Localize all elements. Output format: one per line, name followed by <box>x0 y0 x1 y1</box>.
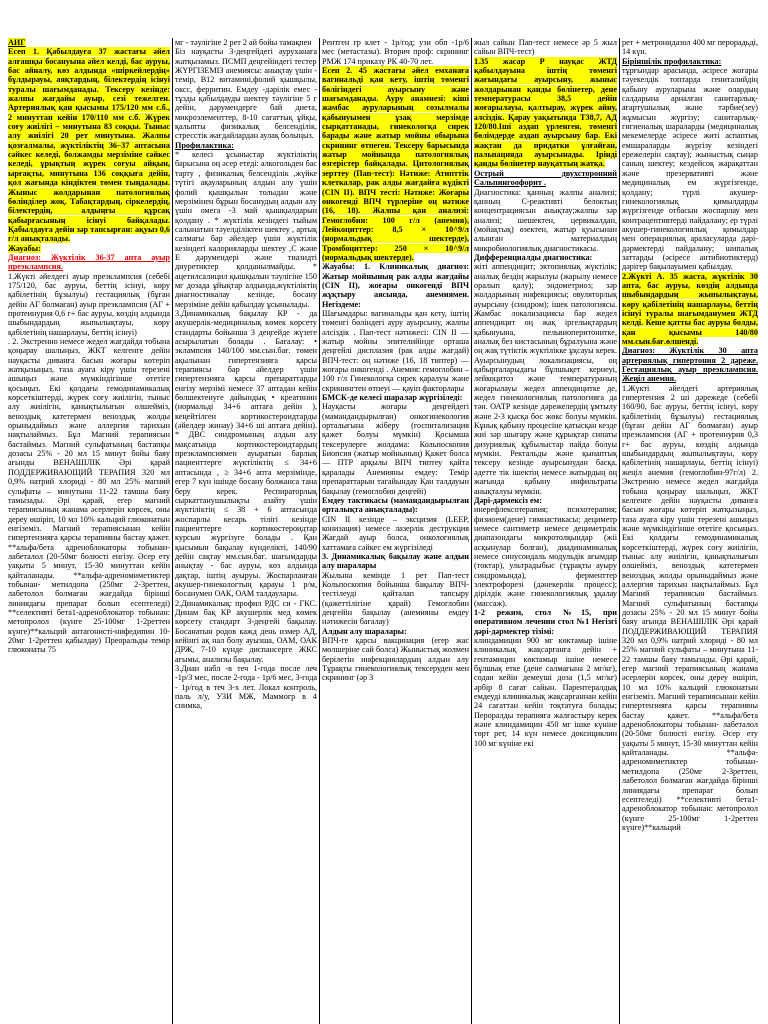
text-block: ЖҮРГІЗЕМІЗ анемиясы: анықтау үшін - темір, В12 витамині,фолий қышқылы, оксс, ферритин. Емдеу -дәрілік емес - тұзды қабылдауды шектеу тәулігіне 5 г дейін, дәрумендерге бай диета, микроэлементтер, 8-10 сағаттық ұйқы, қалыпты физикалық белсенділік, стресстік жағдайлардан аулақ болыңыз. <box>175 66 317 141</box>
text-block: * келесі ұсыныстар жүктіліктің барысына оң әсер етеді: алкогольден бас тарту , физикалық белсенділік ,жүйке түтігі ақауларының алдын алу үшін фолий қышқылын толыдан және мерзімінен бұрын босанудың алдын алу үшін омега -3 май қышқылдарын қолдану . * жүктілік кезіндегі тыйым салынатын тәуелділіктен шектеу , артық салмағы бар әйелдер үшін жүктілік кезіндегі калорияларды шектеу ,С және Е дәрумендері және тиазидті диуретиктер қолданылмайды. * ацетилсалицил қышқылын тәулігіне 150 мг дозада ұйықтар алдында,жүктіліктің диагностикалау кезінде, босану мерзіміне дейін қабылдау ұсынылады. <box>175 150 317 309</box>
text-block: жыл сайын Пап-тест немесе әр 5 жыл сайын ВПЧ-тест) <box>474 38 617 57</box>
text-block: 1-2 режим, стол №15, при оперативном лечении стол №1 Негізгі дәрі-дәрмектер тізімі: <box>474 607 617 636</box>
text-block: инерефлексотерапия; психотерапия; физиоем(дене) гимнастикасы; дециметр немесе сантиметр немесе дециметрлік диапазондағы микротолқындар (жіі асқынулар болған), диадинамикалық немесе синусоидаль модульдік ағымдар (токтар), ультрадыбыс (тұрақты ауыру синдромында), ферменттер электрофорезі (дәнекерлік процесс); дірілдік және гинекологиялық ұқалау (массаж). <box>474 505 617 608</box>
text-block: 3. Динамикалық бақылау және алдын алу шаралары <box>322 551 469 571</box>
text-block: Емдеу тактикасы (мамандандырылған орталықта анықталады): <box>322 495 469 515</box>
text-block: Шағымдары: вагинальды қан кету, іштің төменгі бөліндегі ауру ауырсыну, жалпы әлсіздік . Пап-тест нәтижесі: CIN II — жатыр мойны эпителийінде орташа деңгейлі дисплазия (рак алды жағдай) ВПЧ-тест: оң нәтиже (16, 18 типтер) — жоғары онкогенді . Анемия: гемоглобин – 100 г/л Гинекологқа сирек қаралуы және скринингтен өтпеуі — қауіп факторлары <box>322 308 469 393</box>
text-column-4 <box>472 38 620 1024</box>
text-column-3 <box>320 38 472 1024</box>
text-block: Алдын алу шаралары: <box>322 626 407 636</box>
text-block: Острый двухсторонний Сальпингоофорит . <box>474 168 617 188</box>
text-block: 1.35 жасар Р науқас ЖТД қабылдауына іштің төменгі жағындағы ауырсыну, жыныс жолдарынан қанды бөлінетер, дене температурасы 38,5 дейін жоғарылауы, қалтырау, жүрек айну, әлсіздік. Қарау уақытында Т38,7, АД 120/80.Іші аздап үрленген, төменгі бөлімдерде аздап ауырсыну бар. Екі жақтан да придатки ұлғайған, пальпацияда ауырсынады. Ірінді қанды бөлінетер науқаттың жатқа. <box>474 56 617 169</box>
text-block: Дәрі-дәрмексіз ем: <box>474 495 542 505</box>
text-block: тұрғындар арасында, әсіресе жоғары тәуекелдік топтарда гениталийдің қабыну ауруларына және олардың салдарына арналған санитарлық-ағартушылық және тәрбие(зеу) жұмысын жүргізу; санитарлық-гигиеналық шараларды (медициналық мекемелерде әсіресе житі аспаптық емшараларды жүргізу кезіндегі ережелерін сақтау); жыныстық сыңар саның шектеу; кездейсоқ жарақаттан және презервативті және медициналық ем жүргізгенде, қолдану; түрлі акушер-гинекологиялық қимылдарды жүргізгенде отбасын жоспарлау мен контрацептивтерді пайдалану; ер түрлі акушер-гинекологиялық қимылдар мен операциялық араласуларда дәрі-дәрмектерді пайдалану; шипалық заттарды (әсіресе антибиотиктерд) дәрігер бақылауымен қабылдау. <box>622 66 758 272</box>
text-column-2 <box>173 38 320 1024</box>
text-block: жіті аппендицит; эктопиялық жүктілік; аналық бездің жарылуы (жарылу немесе оралып қалу); эндометриоз; зәр жолдарының инфекциясы; овуляторлық ауырсыну (синдром); ішек патологиясы. Жамбас локализациясы бар жедел аппендицит оң жақ іргелықтардың қабынуына, пельвиоперитонитке, аналық без кистасының бұралуына және оң жақ түтіктік жүктілікке ұқсауы керек. Ауырсынудың локализациясы, оң қабырғаларыдағы бұлшықет кернеуі, лейкоцитоз және температураның жоғарылауы жедел аппендицитке де, жедел гинекологиялық патологияға да тән. ОАТР кезінде дәрежелердің ұмтылу және 2-3 қысқа бос жөкс болуы мүмкін. Кұнық қабыну процесіне қатысқан кезде жиі зәр шығару және құрықтар сипаты дизуриялық құбылыстар пайда болуы мүмкін. Ректальды және қынаптық тексеру кезінде ауырсынудан басқа, әдетте тік ішектің немесе жатырдың оң жағында қабыну инфильтраты анықталуы мүмкін. <box>474 262 617 496</box>
text-block: Диагноз: Жүктілік 36-37 апта ауыр преэклампсия. <box>8 252 170 272</box>
text-block: Рентген гр клет - 1р/год; узи обп -1р/6 мес (метастазы). Вторич проф: скрининг РМЖ 174 приказу РК 40-70 лет. <box>322 38 469 66</box>
text-block: 3.Динамикалық бақылау КР - да акушерлік-медициналық көмек көрсету стандарты бойынша 3 деңгейде жүзеге асырылатын болады . Бағалау: • эклампсия 140/100 мм.сын.бағ. төмен ақылынан гипертензияға қарсы терапиясы бар әйелдер үшін гипертензияға қарсы препараттарды енгізу мерзімі немесе 37 аптадан кейін бөлшектенуге дайындық • креатинин (нормальді 34+6 аптаға дейін ), кеңейтілген кортикостероидтарды (әйелдер жинау) 34+6 ші аптаға дейін). * ДВС синдромының алдын алу мақсатында кортикостероидтардың преэклампсиямен ауыратын барлық пациенттерге жүктіліктің ≤ 34+6 аптасында , ≥ 34+6 апта мерзімінде, егер 7 күн ішінде босану болжанса тана беру керек. Респираторлық сыркаттанушылықты азайту үшін жүктіліктің ≤ 38 + 6 аптасында жоспарлы кесарь тілігі кезінде пациенттерге кортикостероидтар курсын жүргізуге болады . Қан қысымын бақылау күнделікті, 140/90 дейін сақтау мм.сын.бағ. шағымдарды анықтау - бас ауруы, көз алдында дақтар, іштің ауыруы. Жоспарланған акушер-гинекологтың қарауы 1 р/м, босанумен ОАК, ОАМ талдаулары. <box>175 308 317 599</box>
text-block: Диагностика: қанның жалпы анализі; қанның С-реактивті белоктың концентрациясын анықтау;жалпы зәр анализі; шешектен, цервикалдан, (мойақтық) өзектен, жатыр қуысынан алынған материалдың микробиологиялық диагностикасы. <box>474 187 617 253</box>
text-block: Біріншілік профилактика: <box>622 56 722 66</box>
text-block: Жауабы: <box>8 243 41 253</box>
text-block: Жылына кемінде 1 рет Пап-тест Кольпоскопия бойынша бақылау ВПЧ-тестілеуді қайталап тапсыру (қажеттілігіне қарай) Гемоглобин деңгейін бақылау (анемияны емдеу нәтижесін бағалау) <box>322 570 469 627</box>
text-block: Дифференциалды диагностика: <box>474 252 593 262</box>
text-block: клиндамицин 900 мг көктамыр ішіне клиникалық жақсарғанға дейін + гентамицин көктамыр ішіне немесе бұлшық етке (дене салмағына 2 мг/кг), содан кейін демеуші доза (1,5 мг/кг) әрбір 8 сағат сайын. Парентералдық емдеуді клиникалық жақсарғаннан кейін 24 сағаттан кейін тоқтатуға болады; Пероралды терапияға жалғастыру керек және клиндамицин 450 мг ішке күніне төрт рет, 14 күн немесе доксициклин 100 мг күніне екі <box>474 636 617 748</box>
text-block: Біз науқасты 3-деңгейдегі ауруханаға жатқызамыз. ПСМП деңгейіндегі тестер <box>175 47 317 66</box>
text-block: Диагноз: Жүктілік 30 апта артериялық гипертония 2 дәреже. Гестациялық ауыр преэклампсия. Жеңіл анемия. <box>622 346 758 384</box>
text-block: Есеп 1. Қабылдауға 37 жастағы әйел алғашқы босануына әйел келді, бас ауруы, бас айналу, көз алдында «шіркейлердің» бұлдырауы, аяқтардың, білектердің ісінуі туралы шағымданады. Тексеру кезінде: жалпы жағдайы ауыр, сезі тежелген. Артериялық қан қысымы 175/120 мм с.б., 2 минуттан кейін 170/110 мм с.б. Жүрек соғу жиілігі – минутына 83 соққы. Тыныс алу жиілігі 20 рет минутына. Жалпы қозғалмалы, жүктіліктің 36–37 аптасына сәйкес келеді, болжамды мерзіміне сәйкес келеді, ұрықтың жүрек соғуы айқын, ырғақты, минутына 136 соққыға дейін, қол жағында кіндіктен төмен тыңдалады. Жыныс жолдарынан патологиялық бөлінділер жоқ. Табақтардың, сіркелердің, білектердің, алдыңғы құрсақ қабырғасының ісінуі байқалады. Қабылдауға дейін зәр тапсырған: ақуыз 0,6 г/л анықталады. <box>8 47 170 244</box>
text-block: БМСК-де келесі шаралар жүргізіледі: <box>322 393 463 403</box>
text-block: 1.Жүкті әйелдегі артериялық гипертензия 2 ші дәрежеде (себебі 160/90, бас ауруы, беттің ісінуі, көру қабілетінің бұзылуы) гестациялық (бұған дейін АГ болмаған) ауыр преэклампсия (АГ + протеинурия 0,3 г+ бас ауруы, көздің алдында шыбындардың жыпылықтауы, көру қабілетінің нашарлауы, беттің ісінуі) жеңіл анемия (гемоглобин-97г/л) 2. Экстренно немесе жедел жағдайда тобына қоңырау шалыңыз, ЖКТ келгенге дейін науқасты диванға басын жоғары көтеріп жатқызыңыз, таза ауаға кіру үшін терезені ашыңыз және мүмкіндігінше өтетіге қосыңыз. Екі қолдағы гемодинамикалық көрсеткіштерді, жүрек соғу жиілігін, тыныс алу жиілігін, қанықтылығын өлшейміз, веноздық катетермен веноздық жолды орыныдаймыз және аллергия тарихын нақтылаймыз. Бұл Магний терапиясын бастаймыз. Магний сульфатының бастапқы дозасы 25% - 20 мл 15 минут бойы баяу ағында ВЕНАШІЛІК Әрі қарай ПОДДЕРЖИВАЮЩИЙ ТЕРАПИЯ 320 мл 0,9% натрий хлориді - 80 мл 25% магний сульфаты – минутына 11-22 тамшы баяу тамызады. Әрі қарай, егер магний терапиясының жанама әсерлерін көрсек, оны дереу өшіріп, 10 мл 10% кальций глюконатын енгіземіз. Магний терапиясынан кейін гипертензияға қарсы терапияны бастау қажет. **альфа/бета адреноблокаторы тобынан- лабеталол (20-50мг болюсті енгізу. Әсер ету уақыты 5 минут, 15-30 минуттан кейін қайталанады. **альфа-адреномиметиктер тобынан-метилдопа (250мг 2-3реттен, лабетолол болмаған жағдайда бірінші линиядағы препарат болып есептеледі) **селективті бета1-адреноблокатор тобынан: метопролол (күнге 25-100мг 1-2реттен күнге)**кальций <box>622 383 758 832</box>
text-block: рет + метронидазол 400 мг перорадьді, 14 күн. <box>622 38 758 57</box>
text-block: ВПЧ-ге қарсы вакцинация (егер жас мөлшеріне сай болса) Жыныстық жолмен берілетін инфекциялардың алдын алу Тұрақты гинекологиялық тексеруден мен скрининг (әр 3 <box>322 636 469 683</box>
text-block: CIN II кезінде – эксцизия (LEEP, конизация) немесе лазерлік деструкция Жағдай ауыр болса, онкологиялық хаттамаға сәйкес ем жүргізіледі <box>322 514 469 552</box>
text-column-5 <box>620 38 760 1024</box>
text-block: АИГ <box>8 38 26 47</box>
text-block: Есеп 2. 45 жастағы әйел емханаға вагинальді қан кету, іштің төменгі бөлігіндегі ауырсыну және шағымданады. Ауру анамнезі: кіші жамбас ауруларының созылмалы қабынуымен ұзақ мерзімде сырқаттанады, гинекологқа сирек барады және жатыр мойны обырына скрининг өтпеген. Тексеру барысында жатыр мойнында патологиялық өзгерістер байқалады. Цитологиялық зерттеу (Пап-тест): Нәтиже: Атипттік клеткалар, рак алды жағдайға күдікті (CIN II). ВПЧ тесті: Нәтиже: Жоғары онкогенді ВПЧ түрлеріне оң нәтиже (16, 18). Жалпы қан анализі: Гемоглобин: 100 г/л (анемия), Лейкоциттер: 8,5 × 10^9/л (нормальдық шектерде), Тромбоциттер: 250 × 10^9/л (нормальдық шектерде). <box>322 66 469 262</box>
text-block: Профилактика: <box>175 140 234 150</box>
text-block: 2.Динамикалық: профил РДС си - ГКС. Динам бақ КР акушерлік мед көмек көрсету стандарт 3-деңгейі бақылау. Босанатын родов кажд день измер АД, кейінгі ақ нал болу ауызша, ОАМ, ОАК ДРЖ, 7-10 күнде диспансерге ЖКС ағымы, анализы бақылау. <box>175 598 317 664</box>
text-block: мг - тәулігіне 2 рет 2 ай бойы тамақпен <box>175 38 312 47</box>
text-block: Жауабы: 1. Клиникалық диагноз: Жатыр мойнының рак алды жағдайы (CIN II), жоғары онкогенді ВПЧ жұқтыру аясында, анемиямен. Негіздеме: <box>322 262 469 309</box>
text-block: Науқасты жоғары деңгейдегі (мамандандырылған) онкогинекология орталығына жіберу (госпитализация қажет болуы мүмкін) Қосымша тексерулерге жолдама: Кольпоскопия Биопсия (жатыр мойнының) Қажет болса — ПТР арқылы ВПЧ типтеу қайта қаралады Анемияны емдеу: Темір препараттарын тағайындау Қан талдауын бақылау (гемоглобин деңгейі) <box>322 402 469 496</box>
text-column-1 <box>6 38 173 1024</box>
text-block: 3.Диан набл -в теч 1-года после леч -1р/3 мес, после 2-года - 1р/6 мес, 3-года - 1р/год в теч 3-х лет. Локал контроль, паль л/у, УЗИ МЖ, Маммогр в 4 снимка, <box>175 664 317 711</box>
text-block: 2.Жүкті А. 35 жаста, жүктілік 30 апта, бас ауруы, көздің алдында шыбындардың жыпылықтауы, көру қабілетінің нашарлауы, беттің ісінуі туралы шағымданумен ЖТД келді. Кеше қатты бас ауруы болды, қан қысымы 140/80 мм.сын.бағ.өлшенді. <box>622 271 758 346</box>
text-block: . 2. Экстренно немесе жедел жағдайда тобына қоңырау шалыңыз, ЖКТ келгенге дейін науқасты диванға басын жоғары көтеріп жатқызыңыз, таза ауаға кіру үшін терезені ашыңыз және мүмкіндігінше өтетіге қосыңыз. Екі қолдағы гемодинамикалық көрсеткіштерді, жүрек соғу жиілігін, тыныс алу жиілігін, қанықтылығын өлшейміз, веноздық катетермен веноздық жолды орыныдаймыз және аллергия тарихын нақтылаймыз. Бұл Магний терапиясын бастаймыз. Магний сульфатының бастапқы дозасы 25% - 20 мл 15 минут бойы баяу ағынды ВЕНАШІЛІК Әрі қарай ПОДДЕРЖИВАЮЩИЙ ТЕРАПИЯ 320 мл 0,9% натрий хлориді - 80 мл 25% магний сульфаты – минутына 11-22 тамшы баяу тамызады. Әрі қарай, егер магний терапиясының жанама әсерлерін көрсек, оны дереу өшіріп, 10 мл 10% кальций глюконатын енгіземіз. Магний терапиясынан кейін гипертензияға қарсы терапияны бастау қажет. **альфа/бета адреноблокаторы тобынан- лабеталол (20-50мг болюсті енгізу. Әсер ету уақыты 5 минут, 15-30 минуттан кейін қайталанады. **альфа-адреномиметиктер тобынан- метилдопа (250мг 2-3реттен, лабетолол болмаған жағдайда бірінші линиядағы препарат болып есептеледі) **селективті бета1-адреноблокатор тобынан: метопролол (күнге 25-100мг 1-2реттен күнге)**кальций антагонисті-нифедипин 10-20мг 1-2реттен қабылдау) Преоральды темір глюконаты 75 <box>8 337 170 655</box>
text-block: 1.Жүкті әйелдегі ауыр преэклампсия (себебі 175/120, бас ауруы, беттің ісінуі, көру қабілетінің бұзылуы) гестациялық (бұған дейін АГ болмаған) ауыр преэклампсия (АГ + протеинурия 0,6 г+ бас ауруы, көздің алдында шыбындардың жыпылықтауы, көру қабілетінің нашарлауы, беттің ісінуі) <box>8 271 170 337</box>
